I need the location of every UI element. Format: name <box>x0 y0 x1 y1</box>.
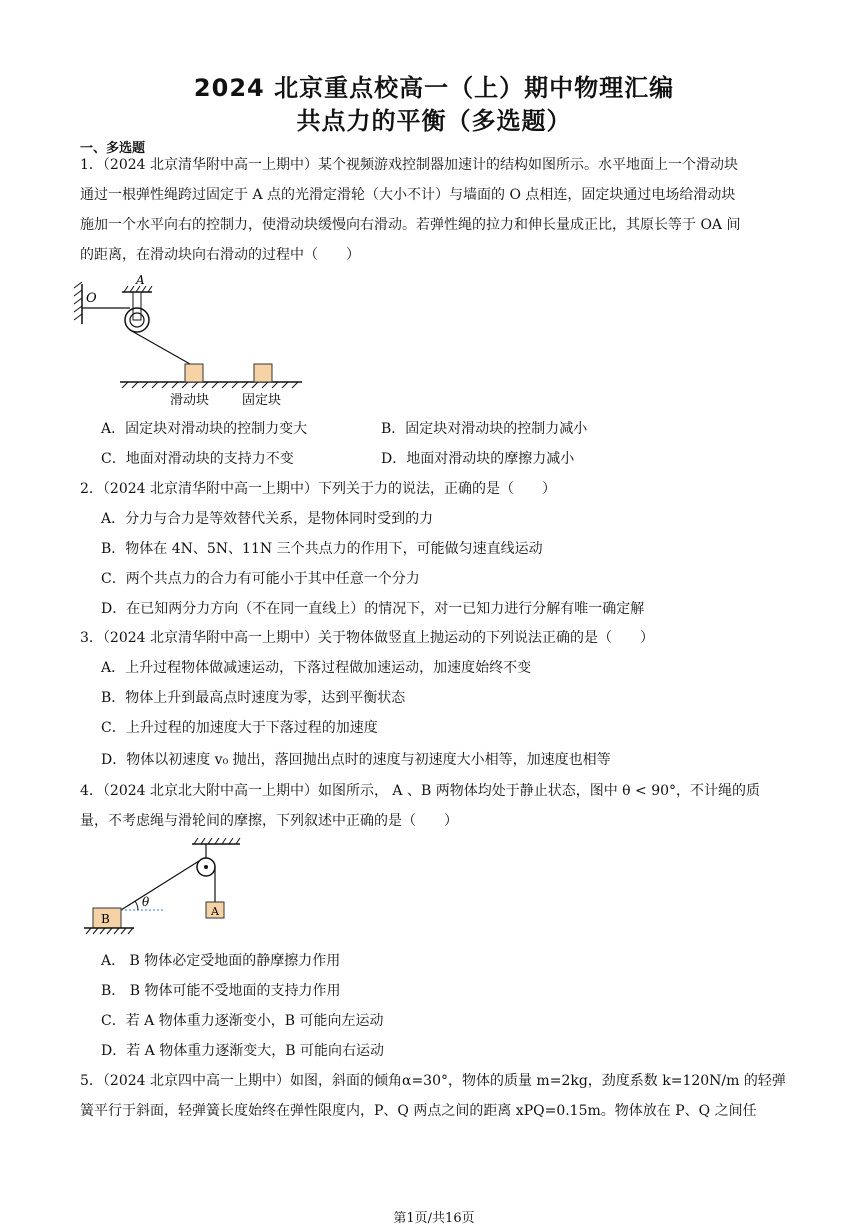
q1-stem-line4: 的距离，在滑动块向右滑动的过程中（ ） <box>80 247 360 263</box>
q2-stem: 2．（2024 北京清华附中高一上期中）下列关于力的说法，正确的是（ ） <box>80 481 556 497</box>
q3-stem: 3．（2024 北京清华附中高一上期中）关于物体做竖直上抛运动的下列说法正确的是（ ） <box>80 630 654 646</box>
fixed-block <box>254 364 272 382</box>
label-a: A <box>136 273 145 287</box>
q3-option-c: C．上升过程的加速度大于下落过程的加速度 <box>101 720 378 736</box>
label-block-b: B <box>101 912 110 926</box>
q1-stem-line2: 通过一根弹性绳跨过固定于 A 点的光滑定滑轮（大小不计）与墙面的 O 点相连，固定块通过电场给滑动块 <box>80 187 736 203</box>
q1-stem-line3: 施加一个水平向右的控制力，使滑动块缓慢向右滑动。若弹性绳的拉力和伸长量成正比，其原长等于 OA 间 <box>80 217 741 233</box>
ground <box>84 928 134 934</box>
ground <box>120 382 302 388</box>
label-theta: θ <box>142 895 150 909</box>
doc-title-line2: 共点力的平衡（多选题） <box>296 107 572 135</box>
ceiling <box>192 838 240 844</box>
label-o: O <box>86 291 97 306</box>
q4-stem-line1: 4．（2024 北京北大附中高一上期中）如图所示， A 、B 两物体均处于静止状态，图中 θ < 90°，不计绳的质 <box>80 783 761 799</box>
q2-option-b: B．物体在 4N、5N、11N 三个共点力的作用下，可能做匀速直线运动 <box>101 541 543 557</box>
q1-option-b: B．固定块对滑动块的控制力减小 <box>381 421 588 437</box>
q1-stem-line1: 1．（2024 北京清华附中高一上期中）某个视频游戏控制器加速计的结构如图所示。水平地面上一个滑动块 <box>80 157 738 173</box>
q4-stem-line2: 量，不考虑绳与滑轮间的摩擦，下列叙述中正确的是（ ） <box>80 813 458 829</box>
q5-stem-line2: 簧平行于斜面，轻弹簧长度始终在弹性限度内，P、Q 两点之间的距离 xPQ=0.15m。物体放在 P、Q 之间任 <box>80 1103 757 1119</box>
label-slider: 滑动块 <box>170 393 210 408</box>
q3-option-a: A．上升过程物体做减速运动，下落过程做加速运动，加速度始终不变 <box>101 660 532 676</box>
q4-option-a: A． B 物体必定受地面的静摩擦力作用 <box>101 953 341 969</box>
q5-stem-line1: 5．（2024 北京四中高一上期中）如图，斜面的倾角α=30°，物体的质量 m=2kg，劲度系数 k=120N/m 的轻弹 <box>80 1073 786 1089</box>
q2-option-c: C．两个共点力的合力有可能小于其中任意一个分力 <box>101 571 420 587</box>
q2-option-a: A．分力与合力是等效替代关系，是物体同时受到的力 <box>101 511 434 527</box>
q1-option-c: C．地面对滑动块的支持力不变 <box>101 451 294 467</box>
page-footer: 第1页/共16页 <box>393 1211 475 1226</box>
label-fixed: 固定块 <box>242 393 282 408</box>
q1-option-d: D．地面对滑动块的摩擦力减小 <box>381 451 575 467</box>
q1-figure <box>70 272 310 412</box>
q4-figure <box>80 836 250 942</box>
slider-block <box>185 364 203 382</box>
q2-option-d: D．在已知两分力方向（不在同一直线上）的情况下，对一已知力进行分解有唯一确定解 <box>101 601 645 617</box>
q1-option-a: A．固定块对滑动块的控制力变大 <box>101 421 308 437</box>
q4-option-d: D．若 A 物体重力逐渐变大，B 可能向右运动 <box>101 1043 384 1059</box>
q4-option-b: B． B 物体可能不受地面的支持力作用 <box>101 983 341 999</box>
section-heading: 一、多选题 <box>80 141 146 156</box>
wall <box>74 282 82 324</box>
doc-title-line1: 2024 北京重点校高一（上）期中物理汇编 <box>193 74 675 102</box>
q4-option-c: C．若 A 物体重力逐渐变小，B 可能向左运动 <box>101 1013 384 1029</box>
q3-option-b: B．物体上升到最高点时速度为零，达到平衡状态 <box>101 690 406 706</box>
label-block-a: A <box>211 905 219 918</box>
q3-option-d: D．物体以初速度 v₀ 抛出，落回抛出点时的速度与初速度大小相等，加速度也相等 <box>101 752 611 768</box>
